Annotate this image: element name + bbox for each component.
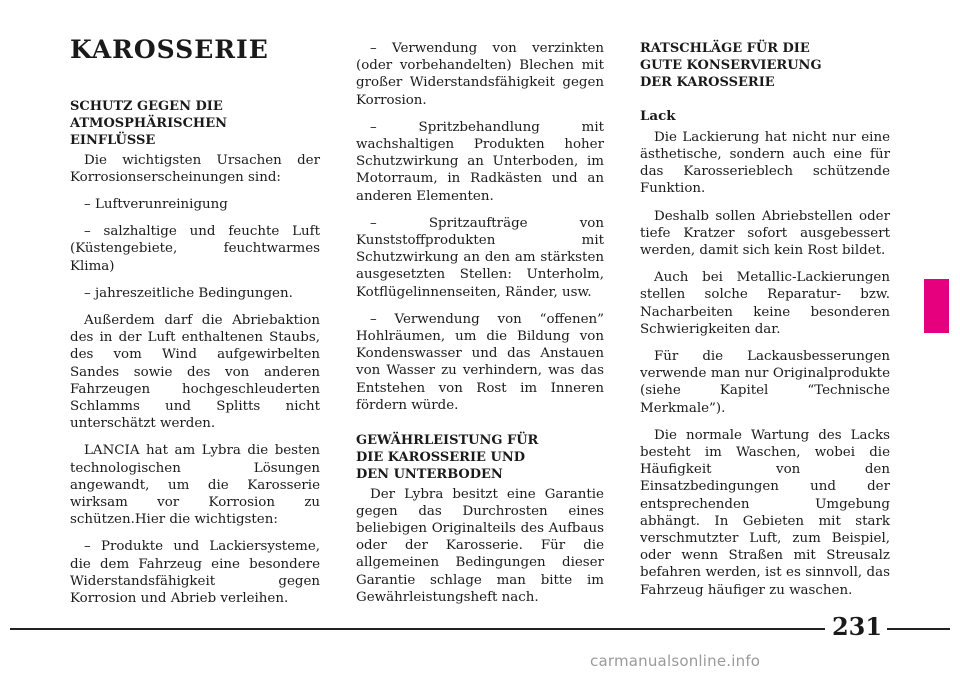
paragraph: LANCIA hat am Lybra die besten technologischen Lösungen angewandt, um die Karosserie wirksam vor Korrosion zu schützen.Hier die wichtigsten: [70, 443, 320, 528]
heading-line: RATSCHLÄGE FÜR DIE [640, 41, 810, 56]
page-title: KAROSSERIE [70, 35, 269, 64]
paragraph: Deshalb sollen Abriebstellen oder tiefe Kratzer sofort ausgebessert werden, damit sich kein Rost bildet. [640, 208, 890, 259]
chapter-tab-marker [924, 279, 949, 333]
section-heading-schutz [70, 98, 320, 150]
section-heading-ratschlaege [640, 40, 890, 92]
section-heading-gewaehrleistung [356, 432, 604, 484]
watermark: carmanualsonline.info [590, 652, 761, 670]
column-right [640, 40, 890, 609]
paragraph: – Luftverunreinigung [84, 197, 228, 213]
column-left [70, 36, 320, 617]
paragraph: – salzhaltige und feuchte Luft (Küstengebiete, feuchtwarmes Klima) [70, 224, 320, 274]
page-number: 231 [831, 612, 883, 641]
heading-line: GUTE KONSERVIERUNG [640, 58, 822, 74]
paragraph: – Verwendung von “offenen” Hohlräumen, um die Bildung von Kondenswasser und das Anstauen von Wasser zu verhindern, was das Entstehen von Rost im Inneren fördern würde. [356, 311, 604, 413]
paragraph: – jahreszeitliche Bedingungen. [84, 285, 293, 301]
paragraph: Für die Lackausbesserungen verwende man nur Originalprodukte (siehe Kapitel “Technische Merkmale”). [640, 349, 890, 416]
footer-rule-right [887, 628, 950, 630]
paragraph: Auch bei Metallic-Lackierungen stellen solche Reparatur- bzw. Nacharbeiten keine besonderen Schwierigkeiten dar. [640, 270, 890, 337]
footer-rule-left [10, 628, 825, 630]
paragraph: – Spritzaufträge von Kunststoffprodukten mit Schutzwirkung an den am stärksten ausgesetzten Stellen: Unterholm, Kotflügelinnenseiten, Ränder, usw. [356, 215, 604, 300]
heading-line: DIE KAROSSERIE UND [356, 450, 525, 466]
heading-line: DER KAROSSERIE [640, 75, 775, 91]
paragraph: – Spritzbehandlung mit wachshaltigen Produkten hoher Schutzwirkung an Unterboden, im Motorraum, in Radkästen und an anderen Elementen. [356, 119, 604, 204]
paragraph: Die Lackierung hat nicht nur eine ästhetische, sondern auch eine für das Karosserieblech schützende Funktion. [640, 129, 890, 197]
heading-line: EINFLÜSSE [70, 133, 156, 149]
subheading-lack: Lack [640, 107, 676, 124]
heading-line: SCHUTZ GEGEN DIE [70, 99, 223, 114]
paragraph: Die normale Wartung des Lacks besteht im Waschen, wobei die Häufigkeit von den Einsatzbedingungen und der entsprechenden Umgebung abhängt. In Gebieten mit stark verschmutzter Luft, zum Beispiel, oder wenn Straßen mit Streusalz befahren werden, ist es sinnvoll, das Fahrzeug häufiger zu waschen. [640, 427, 890, 598]
paragraph: Die wichtigsten Ursachen der Korrosionserscheinungen sind: [70, 152, 320, 185]
column-middle [356, 40, 604, 616]
paragraph: Außerdem darf die Abriebaktion des in der Luft enthaltenen Staubs, des vom Wind aufgewirbelten Sandes sowie des von anderen Fahrzeugen hochgeschleuderten Schlamms und Splitts nicht unterschätzt werden. [70, 313, 320, 432]
paragraph: – Verwendung von verzinkten (oder vorbehandelten) Blechen mit großer Widerstandsfähigkeit gegen Korrosion. [356, 41, 604, 108]
paragraph: Der Lybra besitzt eine Garantie gegen das Durchrosten eines beliebigen Originalteils des Aufbaus oder der Karosserie. Für die allgemeinen Bedingungen dieser Garantie schlage man bitte im Gewährleistungsheft nach. [356, 486, 604, 605]
heading-line: ATMOSPHÄRISCHEN [70, 116, 227, 132]
heading-line: GEWÄHRLEISTUNG FÜR [356, 433, 539, 449]
heading-line: DEN UNTERBODEN [356, 467, 503, 483]
paragraph: – Produkte und Lackiersysteme, die dem Fahrzeug eine besondere Widerstandsfähigkeit gegen Korrosion und Abrieb verleihen. [70, 539, 320, 607]
